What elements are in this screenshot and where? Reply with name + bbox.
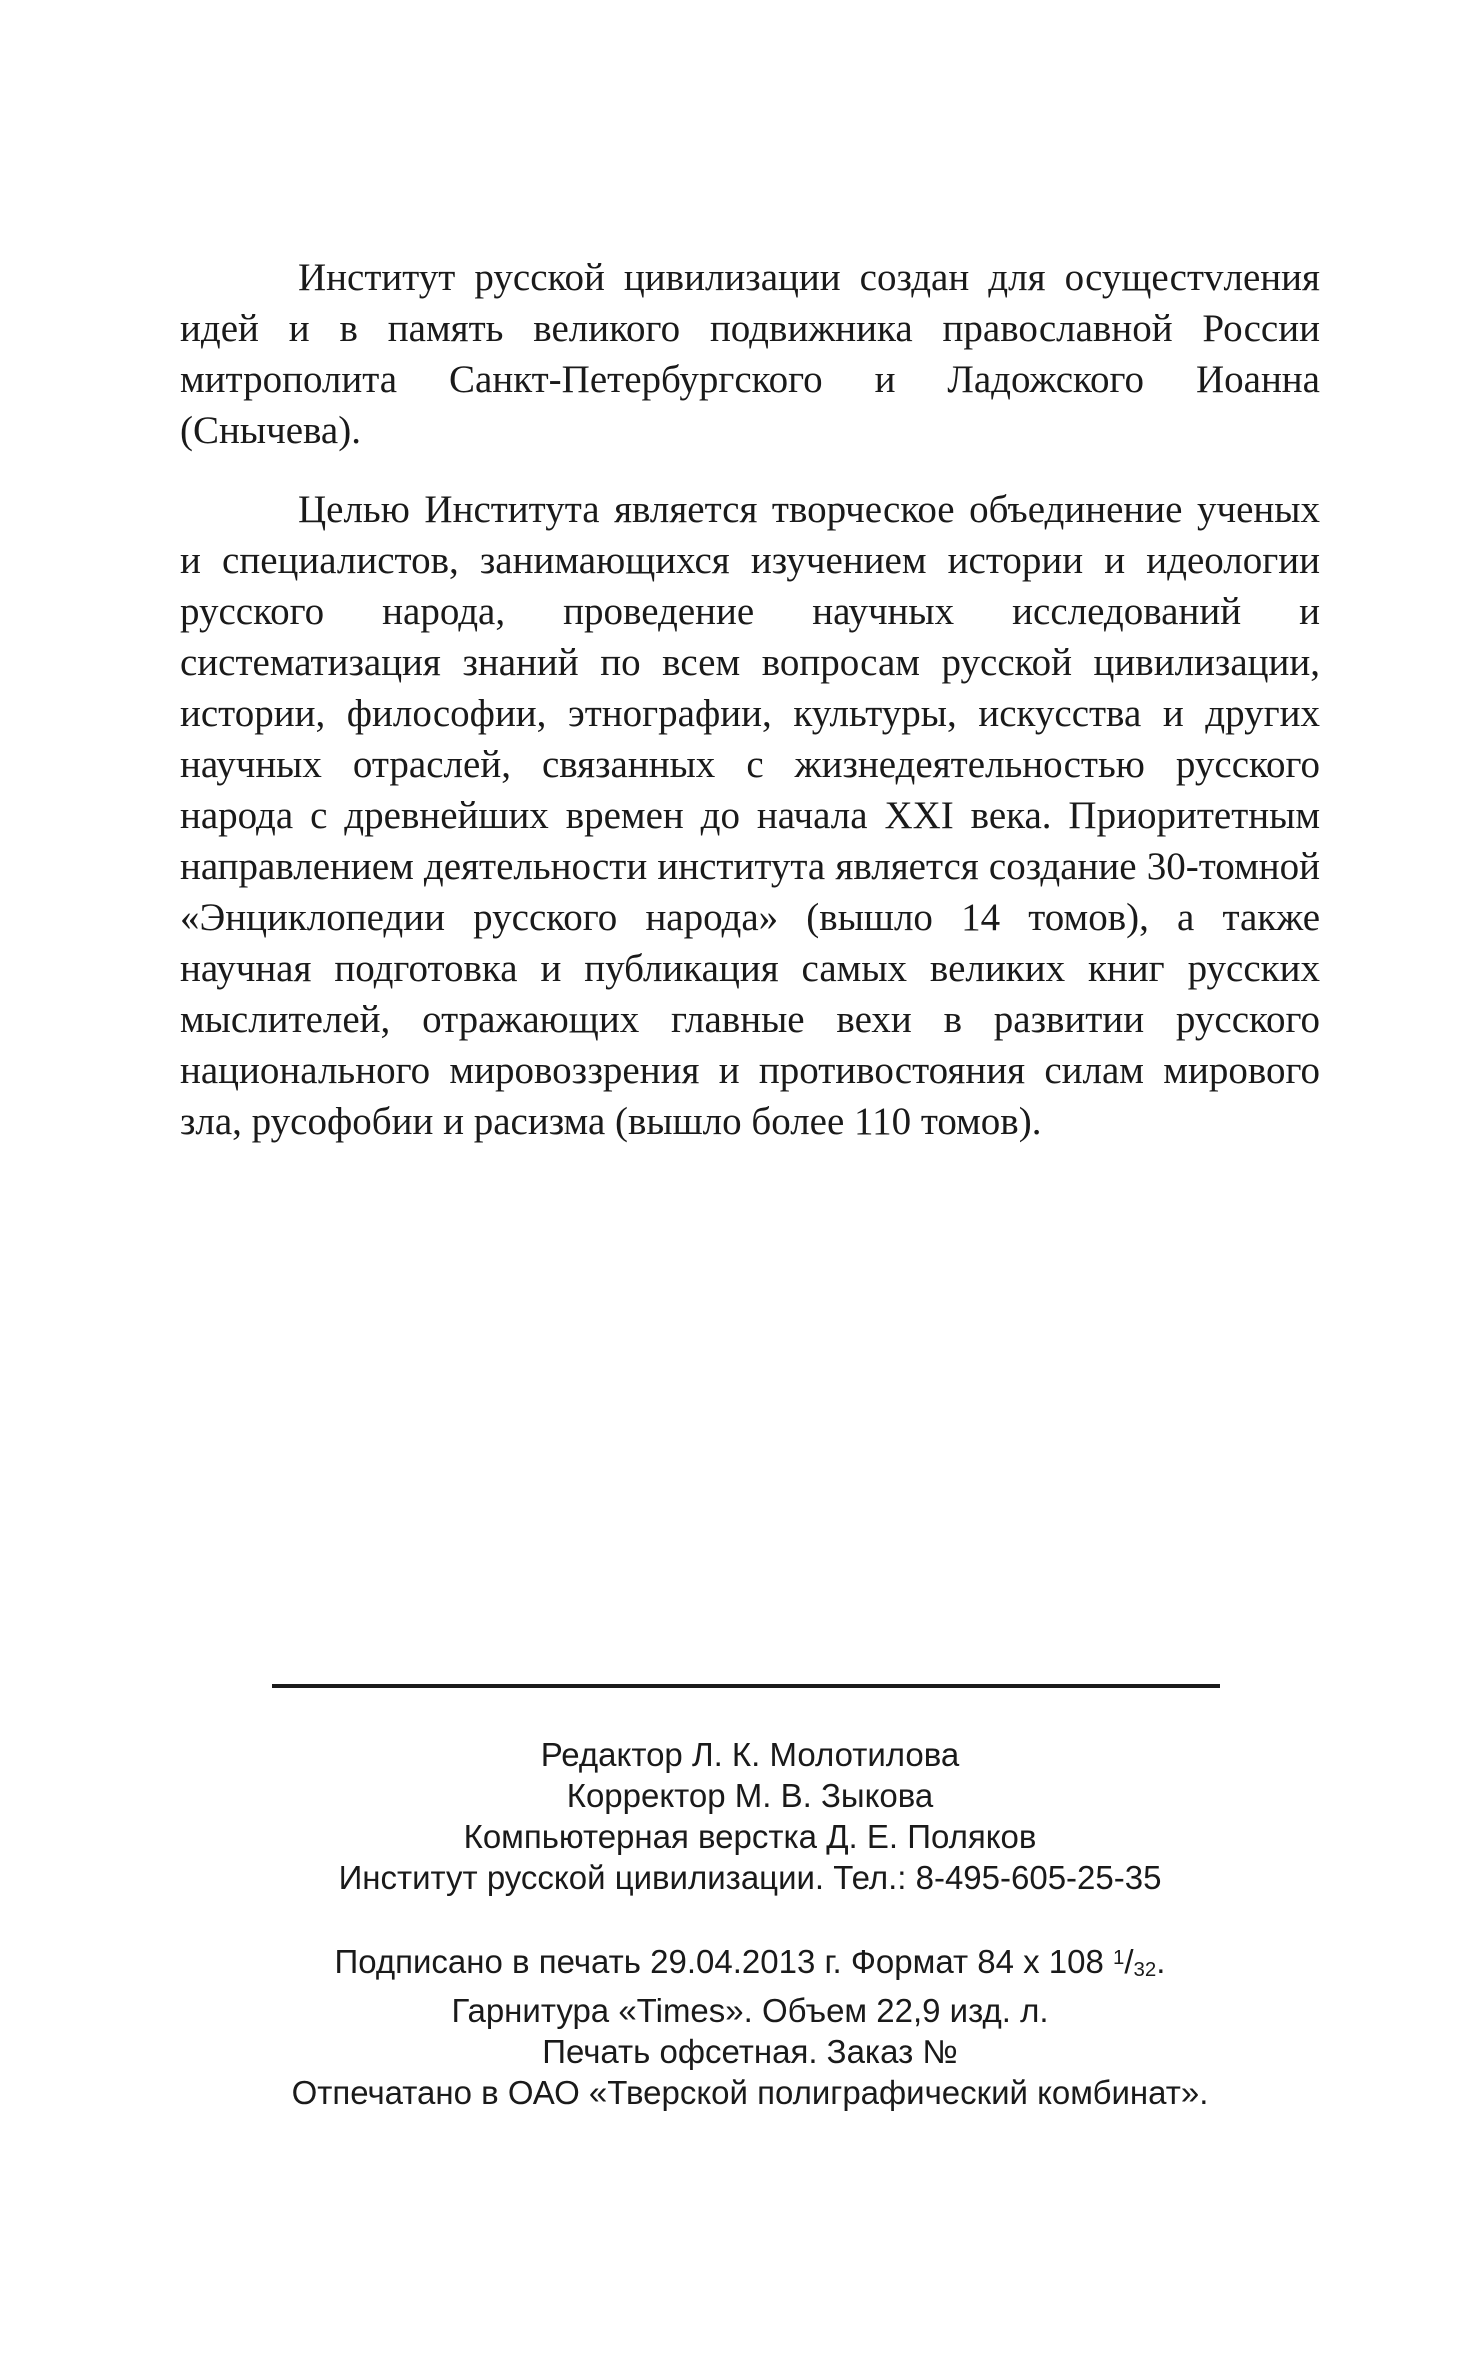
signed-for-print-line bbox=[180, 1937, 1320, 1990]
signed-for-print-text: Подписано в печать 29.04.2013 г. Формат 84 х 108 bbox=[334, 1943, 1104, 1981]
layout-line: Компьютерная верстка Д. Е. Поляков bbox=[463, 1818, 1037, 1855]
printed-by-line: Отпечатано в ОАО «Тверской полиграфический комбинат». bbox=[291, 2074, 1209, 2112]
paragraph-institute-goals: Целью Института является творческое объединение ученых и специалистов, занимающихся изучением истории и идеологии русского народа, проведение научных исследований и систематизация знаний по всем вопросам русской цивилизации, истории, философии, этнографии, культуры, искусства и других научных отраслей, связанных с жизнедеятельностью русского народа с древнейших времен до начала XXI века. Приоритетным направлением деятельности института является создание 30-томной «Энциклопедии русского народа» (вышло 14 томов), а также научная подготовка и публикация самых великих книг русских мыслителей, отражающих главные вехи в развитии русского национального мировоззрения и противостояния силам мирового зла, русофобии и расизма (вышло более 110 томов). bbox=[180, 488, 1320, 1143]
print-order-line: Печать офсетная. Заказ № bbox=[542, 2033, 958, 2071]
signed-suffix: . bbox=[1156, 1943, 1166, 1981]
body-text bbox=[180, 252, 1320, 1147]
format-fraction: $^1/_{32}$ bbox=[1113, 1943, 1157, 1982]
separator-rule bbox=[272, 1684, 1220, 1688]
typeface-volume-line: Гарнитура «Times». Объем 22,9 изд. л. bbox=[451, 1992, 1049, 2030]
format-numerator: 1 bbox=[1113, 1946, 1125, 1969]
paragraph-institute-purpose: Институт русской цивилизации создан для осущестvления идей и в память великого подвижника православной России митрополита Санкт-Петербургского и Ладожского Иоанна (Снычева). bbox=[180, 256, 1320, 452]
printing-info-block bbox=[180, 1937, 1320, 2113]
credits-block bbox=[180, 1734, 1320, 1898]
editor-line: Редактор Л. К. Молотилова bbox=[540, 1736, 960, 1773]
proofreader-line: Корректор М. В. Зыкова bbox=[566, 1777, 934, 1814]
format-denominator: 32 bbox=[1133, 1958, 1157, 1982]
institute-phone-line: Институт русской цивилизации. Тел.: 8-495-605-25-35 bbox=[338, 1859, 1162, 1896]
